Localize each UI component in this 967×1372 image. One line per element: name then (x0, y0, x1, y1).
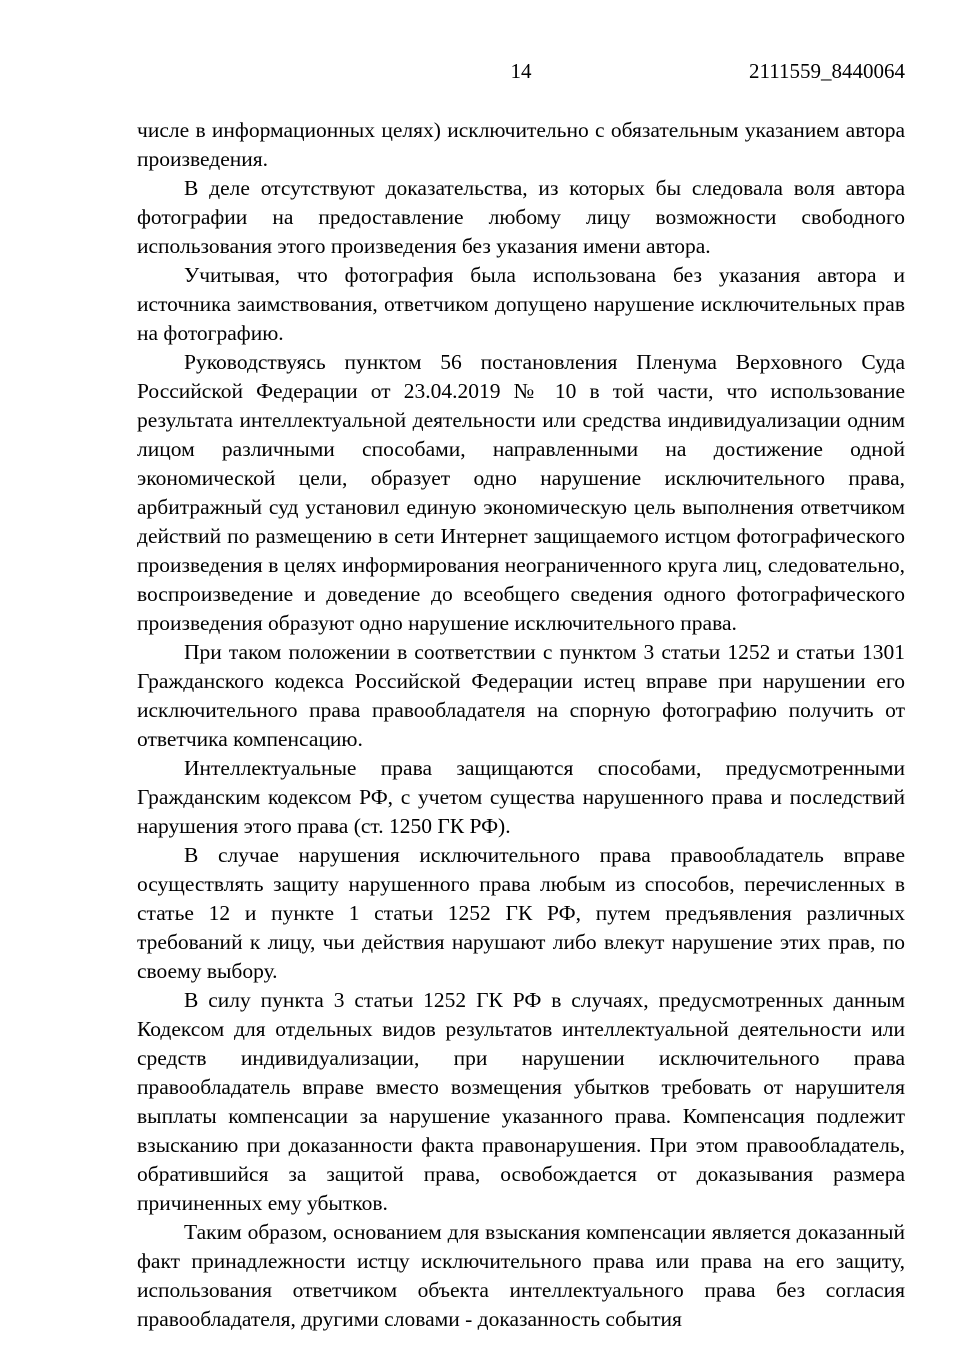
paragraph: При таком положении в соответствии с пунктом 3 статьи 1252 и статьи 1301 Гражданского кодекса Российской Федерации истец вправе при нарушении его исключительного права правообладателя на спорную фотографию получить от ответчика компенсацию. (137, 640, 905, 751)
paragraph: В деле отсутствуют доказательства, из которых бы следовала воля автора фотографии на предоставление любому лицу возможности свободного использования этого произведения без указания имени автора. (137, 176, 905, 258)
paragraph: числе в информационных целях) исключительно с обязательным указанием автора произведения. (137, 118, 905, 171)
paragraph: Интеллектуальные права защищаются способами, предусмотренными Гражданским кодексом РФ, с учетом существа нарушенного права и последствий нарушения этого права (ст. 1250 ГК РФ). (137, 756, 905, 838)
paragraph: В силу пункта 3 статьи 1252 ГК РФ в случаях, предусмотренных данным Кодексом для отдельных видов результатов интеллектуальной деятельности или средств индивидуализации, при нарушении исключительного права правообладатель вправе вместо возмещения убытков требовать от нарушителя выплаты компенсации за нарушение указанного права. Компенсация подлежит взысканию при доказанности факта правонарушения. При этом правообладатель, обратившийся за защитой права, освобождается от доказывания размера причиненных ему убытков. (137, 988, 905, 1215)
document-body (137, 116, 905, 1334)
page-header (137, 58, 905, 84)
document-id: 2111559_8440064 (749, 59, 905, 83)
page-number: 14 (510, 59, 532, 83)
paragraph: Учитывая, что фотография была использована без указания автора и источника заимствования, ответчиком допущено нарушение исключительных прав на фотографию. (137, 263, 905, 345)
paragraph: В случае нарушения исключительного права правообладатель вправе осуществлять защиту нарушенного права любым из способов, перечисленных в статье 12 и пункте 1 статьи 1252 ГК РФ, путем предъявления различных требований к лицу, чьи действия нарушают либо влекут нарушение этих прав, по своему выбору. (137, 843, 905, 983)
paragraph: Таким образом, основанием для взыскания компенсации является доказанный факт принадлежности истцу исключительного права или права на его защиту, использования ответчиком объекта интеллектуального права без согласия правообладателя, другими словами - доказанность события (137, 1220, 905, 1331)
page-content (137, 58, 905, 1334)
paragraph: Руководствуясь пунктом 56 постановления Пленума Верховного Суда Российской Федерации от 23.04.2019 № 10 в той части, что использование результата интеллектуальной деятельности или средства индивидуализации одним лицом различными способами, направленными на достижение одной экономической цели, образует одно нарушение исключительного права, арбитражный суд установил единую экономическую цель выполнения ответчиком действий по размещению в сети Интернет защищаемого истцом фотографического произведения в целях информирования неограниченного круга лиц, следовательно, воспроизведение и доведение до всеобщего сведения одного фотографического произведения образуют одно нарушение исключительного права. (137, 350, 905, 635)
